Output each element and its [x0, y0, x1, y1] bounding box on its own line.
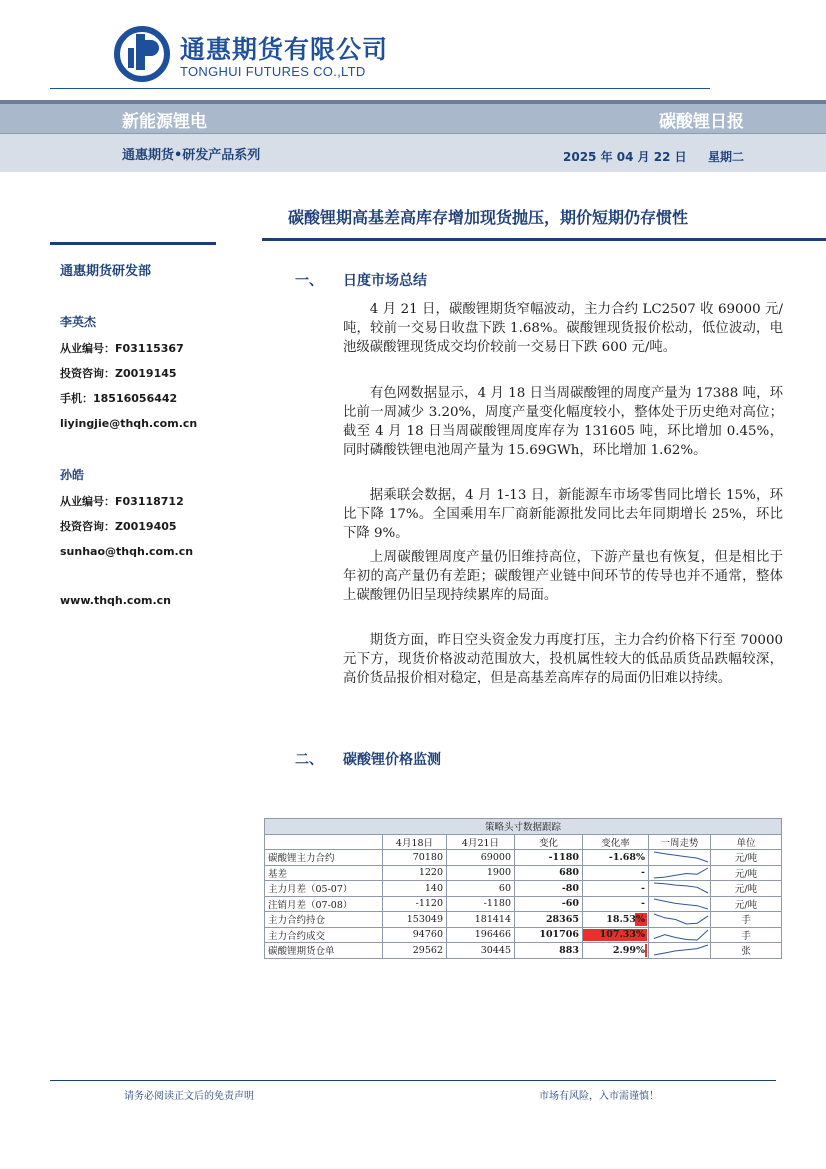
sidebar-divider [50, 242, 216, 245]
table-row [265, 912, 782, 928]
table-header: 一周走势 [649, 834, 711, 850]
footer-divider [50, 1080, 776, 1081]
table-header-row [265, 834, 782, 850]
research-dept: 通惠期货研发部 [60, 264, 152, 279]
value-apr21: 60 [447, 881, 515, 897]
sparkline-path [654, 930, 708, 940]
table-header: 变化 [515, 834, 583, 850]
row-label: 主力合约成交 [265, 927, 383, 943]
row-label: 注销月差（07-08） [265, 896, 383, 912]
logo-divider [50, 88, 710, 89]
sparkline-path [654, 899, 708, 909]
analyst-license: 从业编号：F03115367 [60, 342, 184, 355]
report-date: 2025 年 04 月 22 日 [563, 150, 687, 164]
sparkline-path [654, 868, 708, 878]
risk-warning: 市场有风险，入市需谨慎！ [539, 1091, 659, 1102]
section-heading: 日度市场总结 [343, 273, 427, 289]
sparkline-path [654, 914, 708, 924]
analyst-advisory: 投资咨询：Z0019145 [60, 367, 177, 380]
change-rate-text: - [641, 867, 645, 879]
table-header: 4月21日 [447, 834, 515, 850]
value-change-rate [583, 865, 649, 881]
value-apr21: 181414 [447, 912, 515, 928]
value-apr21: 30445 [447, 943, 515, 959]
value-change-rate [583, 896, 649, 912]
value-change-rate [583, 881, 649, 897]
value-apr18: 140 [383, 881, 447, 897]
weekly-trend [649, 943, 711, 959]
change-rate-text: 107.33% [599, 929, 645, 941]
table-header: 4月18日 [383, 834, 447, 850]
sparkline [652, 897, 710, 911]
change-rate-text: 18.53% [606, 913, 645, 925]
weekly-trend [649, 896, 711, 912]
change-rate-text: - [641, 898, 645, 910]
value-unit: 手 [711, 912, 782, 928]
price-monitor-table [264, 818, 782, 959]
company-website[interactable]: www.thqh.com.cn [60, 594, 172, 607]
value-apr18: 153049 [383, 912, 447, 928]
weekly-trend [649, 865, 711, 881]
table-header: 单位 [711, 834, 782, 850]
analyst-license: 从业编号：F03118712 [60, 495, 184, 508]
value-unit: 元/吨 [711, 881, 782, 897]
row-label: 碳酸锂期货仓单 [265, 943, 383, 959]
paragraph: 有色网数据显示，4 月 18 日当周碳酸锂的周度产量为 17388 吨，环比前一周减少 3.20%，周度产量变化幅度较小，整体处于历史绝对高位；截至 4 月 18 日当周碳酸锂周度库存为 131605 吨，环比增加 0.45%，同时磷酸铁锂电池周产量为 15.69GWh，环比增加 1.62%。 [343, 386, 783, 458]
company-name-cn: 通惠期货有限公司 [180, 35, 389, 64]
value-unit: 元/吨 [711, 896, 782, 912]
row-label: 主力月差（05-07） [265, 881, 383, 897]
section-heading: 碳酸锂价格监测 [343, 752, 441, 768]
analyst-email[interactable]: liyingjie@thqh.com.cn [60, 417, 198, 430]
disclaimer-note[interactable]: 请务必阅读正文后的免责声明 [124, 1091, 254, 1102]
value-change: 101706 [515, 927, 583, 943]
weekly-trend [649, 881, 711, 897]
weekly-trend [649, 912, 711, 928]
weekly-trend [649, 850, 711, 866]
sparkline [652, 928, 710, 942]
analyst-advisory: 投资咨询：Z0019405 [60, 520, 177, 533]
header-band-edge [0, 100, 826, 104]
section-number: 一、 [295, 273, 323, 289]
value-apr21: 196466 [447, 927, 515, 943]
value-apr21: 69000 [447, 850, 515, 866]
value-change-rate [583, 927, 649, 943]
table-row [265, 850, 782, 866]
table-row [265, 865, 782, 881]
change-rate-text: -1.68% [608, 851, 645, 863]
change-rate-bar [645, 944, 647, 957]
report-type: 碳酸锂日报 [659, 112, 744, 132]
row-label: 碳酸锂主力合约 [265, 850, 383, 866]
value-apr18: 29562 [383, 943, 447, 959]
value-unit: 元/吨 [711, 865, 782, 881]
table-row [265, 881, 782, 897]
value-change: -1180 [515, 850, 583, 866]
section-title [295, 749, 441, 769]
value-apr21: -1180 [447, 896, 515, 912]
report-headline: 碳酸锂期高基差高库存增加现货抛压，期价短期仍存惯性 [288, 208, 689, 227]
company-name-en: TONGHUI FUTURES CO.,LTD [180, 64, 366, 79]
paragraph: 据乘联会数据，4 月 1-13 日，新能源车市场零售同比增长 15%，环比下降 17%。全国乘用车厂商新能源批发同比去年同期增长 25%，环比下降 9%。 [343, 488, 783, 541]
value-apr18: 1220 [383, 865, 447, 881]
report-weekday: 星期二 [708, 150, 745, 164]
sidebar [60, 260, 250, 619]
analyst-email[interactable]: sunhao@thqh.com.cn [60, 545, 194, 558]
value-unit: 手 [711, 927, 782, 943]
value-apr18: 70180 [383, 850, 447, 866]
change-rate-text: - [641, 882, 645, 894]
value-apr18: -1120 [383, 896, 447, 912]
value-change-rate [583, 850, 649, 866]
value-change: 680 [515, 865, 583, 881]
weekly-trend [649, 927, 711, 943]
series-label: 通惠期货•研发产品系列 [122, 148, 261, 163]
value-change: 883 [515, 943, 583, 959]
value-unit: 元/吨 [711, 850, 782, 866]
value-apr21: 1900 [447, 865, 515, 881]
value-change: 28365 [515, 912, 583, 928]
company-logo [114, 26, 414, 86]
value-apr18: 94760 [383, 927, 447, 943]
sparkline-path [654, 883, 708, 893]
table-row [265, 943, 782, 959]
value-change: -60 [515, 896, 583, 912]
sparkline-path [654, 852, 708, 862]
section-number: 二、 [295, 752, 323, 768]
section-title [295, 270, 427, 290]
sparkline [652, 866, 710, 880]
paragraph: 4 月 21 日，碳酸锂期货窄幅波动，主力合约 LC2507 收 69000 元/吨，较前一交易日收盘下跌 1.68%。碳酸锂现货报价松动，低位波动，电池级碳酸锂现货成交均价较前一交易日下跌 600 元/吨。 [343, 302, 783, 355]
sector-label: 新能源锂电 [122, 112, 207, 132]
table-row [265, 927, 782, 943]
row-label: 主力合约持仓 [265, 912, 383, 928]
company-logo-icon [114, 26, 170, 82]
value-change: -80 [515, 881, 583, 897]
value-change-rate [583, 943, 649, 959]
sparkline [652, 850, 710, 864]
headline-divider [262, 238, 826, 241]
change-rate-text: 2.99% [612, 944, 645, 956]
analyst-name: 李英杰 [60, 315, 97, 329]
paragraph: 上周碳酸锂周度产量仍旧维持高位，下游产量也有恢复，但是相比于年初的高产量仍有差距；碳酸锂产业链中间环节的传导也并不通常，整体上碳酸锂仍旧呈现持续累库的局面。 [343, 550, 783, 603]
sparkline [652, 943, 710, 957]
sparkline-path [654, 945, 708, 955]
sparkline [652, 912, 710, 926]
table-row [265, 896, 782, 912]
analyst-name: 孙皓 [60, 468, 85, 482]
table-caption: 策略头寸数据跟踪 [265, 819, 782, 835]
analyst-phone: 手机：18516056442 [60, 392, 178, 405]
value-change-rate [583, 912, 649, 928]
row-label: 基差 [265, 865, 383, 881]
table-header: 变化率 [583, 834, 649, 850]
table-header [265, 834, 383, 850]
value-unit: 张 [711, 943, 782, 959]
paragraph: 期货方面，昨日空头资金发力再度打压，主力合约价格下行至 70000 元下方，现货价格波动范围放大，投机属性较大的低品质货品跌幅较深，高价货品报价相对稳定，但是高基差高库存的局面仍旧难以持续。 [343, 633, 783, 686]
sparkline [652, 881, 710, 895]
